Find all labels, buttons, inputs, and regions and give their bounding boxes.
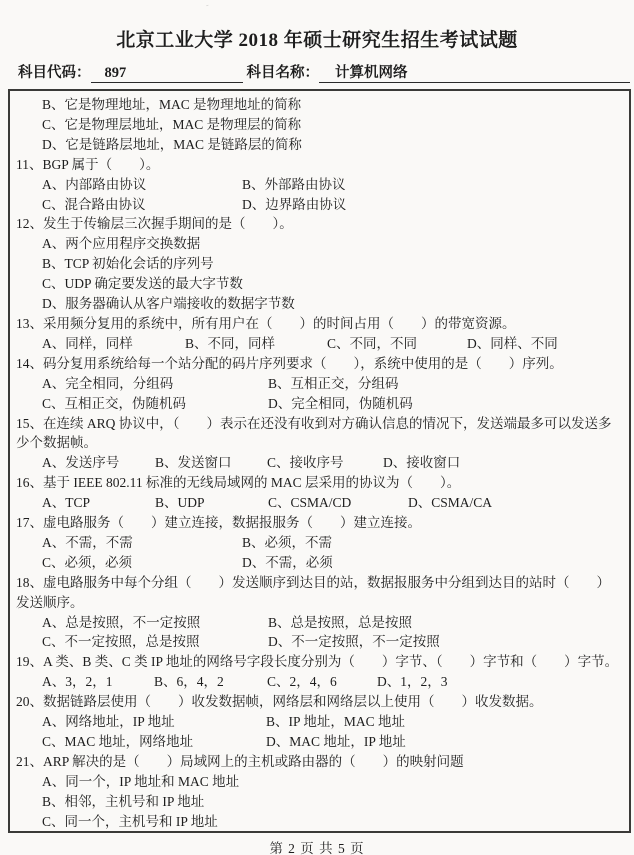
option-text: C、接收序号 [267,455,344,471]
options-line [42,672,627,692]
option-text: B、IP 地址，MAC 地址 [266,714,406,730]
option-text: A、内部路由协议 [42,176,147,192]
option-text: C、混合路由协议 [42,196,146,212]
options-line [42,493,627,513]
option-text: A、同一个，IP 地址和 MAC 地址 [42,773,240,789]
question-line [16,473,627,493]
question-lines [16,95,627,832]
question-text: 18、虚电路服务中每个分组（ ）发送顺序到达目的站，数据报服务中分组到达目的站时（ ） [16,574,610,590]
question-line [16,414,627,434]
option-text: B、必须，不需 [242,534,333,550]
option-text: A、TCP [42,495,91,511]
option-text: C、UDP 确定要发送的最大字节数 [42,276,243,292]
option-text: A、3，2，1 [42,674,113,690]
option-line [42,812,627,832]
option-text: C、CSMA/CD [268,495,352,511]
option-text: D、不需，必须 [242,554,333,570]
question-line [16,354,627,374]
subject-name-label: 科目名称： [246,65,319,81]
question-line [16,692,627,712]
option-text: A、发送序号 [42,455,120,471]
question-text: 12、发生于传输层三次握手期间的是（ ）。 [16,216,293,232]
option-line [42,115,627,135]
options-line [42,613,627,633]
question-text: 14、码分复用系统给每一个站分配的码片序列要求（ ），系统中使用的是（ ）序列。 [16,355,563,371]
options-line [42,632,627,652]
option-text: A、完全相同，分组码 [42,375,174,391]
option-text: D、1，2，3 [377,674,448,690]
question-text: 21、ARP 解决的是（ ）局域网上的主机或路由器的（ ）的映射问题 [16,753,464,769]
question-text: 16、基于 IEEE 802.11 标准的无线局域网的 MAC 层采用的协议为（ ）。 [16,475,461,491]
option-line [42,274,627,294]
options-line [42,334,627,354]
option-text: A、网络地址，IP 地址 [42,714,175,730]
option-text: C、2，4，6 [267,674,337,690]
option-line [42,792,627,812]
question-line [16,214,627,234]
options-line [42,553,627,573]
question-text: 15、在连续 ARQ 协议中，（ ）表示在还没有收到对方确认信息的情况下，发送端最多可以发送多 [16,415,612,431]
option-text: D、MAC 地址，IP 地址 [266,734,406,749]
question-text: 20、数据链路层使用（ ）收发数据帧，网络层和网络层以上使用（ ）收发数据。 [16,694,543,710]
subject-row [18,61,630,83]
option-text: A、不需，不需 [42,534,133,550]
page-title: 北京工业大学 2018 年硕士研究生招生考试试题 [116,30,518,51]
option-line [42,135,627,155]
question-line [16,573,627,593]
option-text: C、必须，必须 [42,554,133,570]
option-line [42,254,627,274]
question-line [16,652,627,672]
option-text: D、边界路由协议 [242,196,347,212]
option-text: C、不同，不同 [327,335,418,351]
option-text: A、同样，同样 [42,335,133,351]
option-line [42,294,627,314]
question-line [16,513,627,533]
scan-artifact: 〜᷍ [35,0,51,13]
option-text: D、服务器确认从客户端接收的数据字节数 [42,296,295,312]
option-line [42,772,627,792]
subject-name-value: 计算机网络 [319,61,630,83]
option-text: D、它是链路层地址，MAC 是链路层的简称 [42,136,302,152]
question-box [8,89,631,833]
option-text: B、互相正交，分组码 [268,375,399,391]
option-line [42,95,627,115]
option-text: C、它是物理层地址，MAC 是物理层的简称 [42,116,302,132]
option-text: A、总是按照，不一定按照 [42,614,201,630]
option-text: 少个数据帧。 [16,435,97,451]
option-text: D、完全相同，伪随机码 [268,395,413,411]
question-line [16,314,627,334]
option-text: B、它是物理地址，MAC 是物理地址的简称 [42,97,302,112]
options-line [42,175,627,195]
option-text: C、同一个，主机号和 IP 地址 [42,813,218,829]
option-text: C、MAC 地址，网络地址 [42,734,194,749]
page-number: 第 2 页 共 5 页 [269,841,365,855]
options-line [42,374,627,394]
option-text: D、不一定按照，不一定按照 [268,634,440,650]
option-text: D、接收窗口 [383,455,461,471]
option-text: C、互相正交，伪随机码 [42,395,187,411]
subject-code-label: 科目代码： [18,65,91,81]
continuation-line [16,593,627,613]
question-text: 11、BGP 属于（ ）。 [16,156,160,172]
options-line [42,394,627,414]
option-text: D、CSMA/CA [408,495,493,511]
option-text: B、不同，同样 [185,335,276,351]
question-line [16,155,627,175]
options-line [42,732,627,752]
option-text: C、不一定按照，总是按照 [42,634,200,650]
options-line [42,712,627,732]
option-text: B、相邻，主机号和 IP 地址 [42,793,205,809]
option-text: D、同样、不同 [467,335,558,351]
option-text: B、总是按照，总是按照 [268,614,413,630]
option-text: 发送顺序。 [16,594,84,610]
question-text: 13、采用频分复用的系统中，所有用户在（ ）的时间占用（ ）的带宽资源。 [16,315,516,331]
question-text: 17、虚电路服务（ ）建立连接，数据报服务（ ）建立连接。 [16,515,421,531]
option-text: A、两个应用程序交换数据 [42,236,201,252]
options-line [42,533,627,553]
question-text: 19、A 类、B 类、C 类 IP 地址的网络号字段长度分别为（ ）字节、（ ）字节和（ ）字节。 [16,654,619,670]
options-line [42,195,627,215]
option-line [42,234,627,254]
question-line [16,752,627,772]
option-text: B、发送窗口 [155,455,232,471]
options-line [42,453,627,473]
subject-code-value: 897 [91,65,243,83]
option-text: B、外部路由协议 [242,176,346,192]
scan-artifact: ᷉ [207,4,209,12]
option-text: B、TCP 初始化会话的序列号 [42,256,214,272]
continuation-line [16,433,627,453]
option-text: B、UDP [155,495,205,511]
option-text: B、6，4，2 [154,674,224,690]
